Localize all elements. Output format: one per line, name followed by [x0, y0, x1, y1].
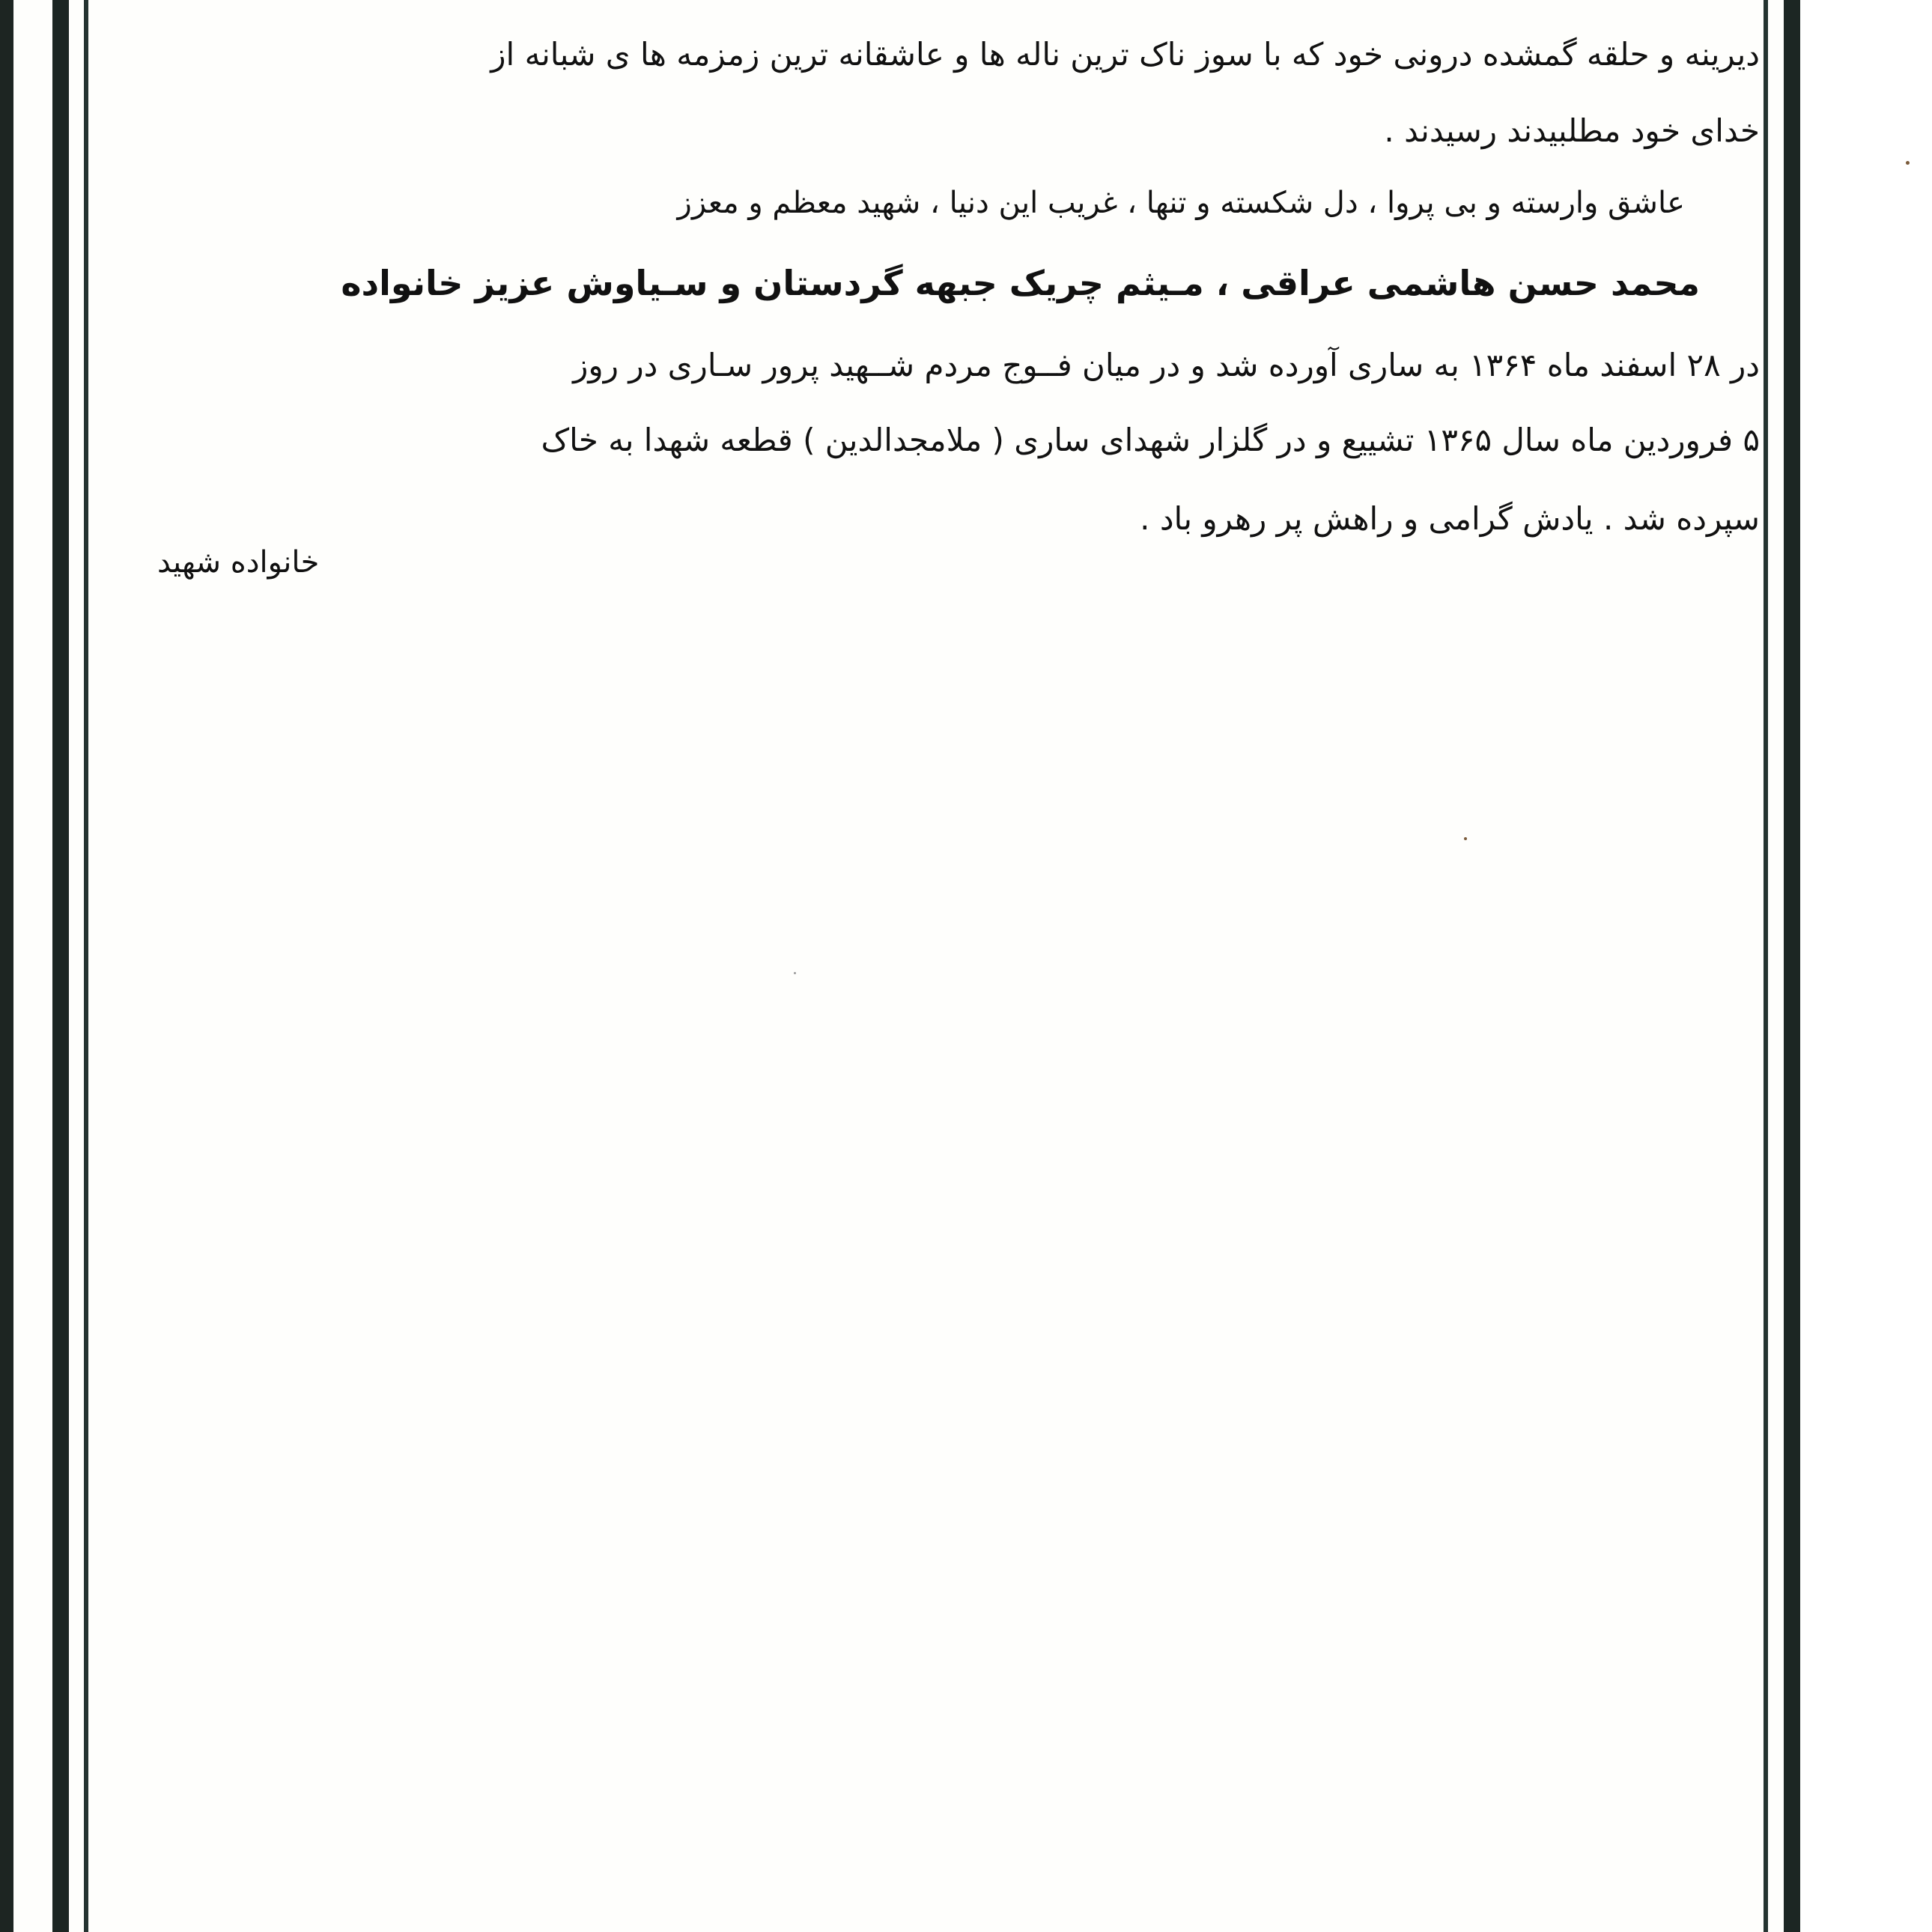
scan-speck	[794, 972, 796, 974]
scan-speck	[1464, 837, 1467, 840]
frame-border-left-outer	[52, 0, 69, 1932]
scan-speck	[1906, 161, 1910, 165]
text-line-2: خدای خود مطلبیدند رسیدند .	[1384, 112, 1760, 149]
text-line-5: در ۲۸ اسفند ماه ۱۳۶۴ به ساری آورده شد و در میان فــوج مردم شــهید پرور سـاری در روز	[573, 347, 1760, 383]
signature: خانواده شهید	[157, 545, 320, 580]
text-line-6: ۵ فروردین ماه سال ۱۳۶۵ تشییع و در گلزار شهدای ساری ( ملامجدالدین ) قطعه شهدا به خاک	[541, 422, 1760, 458]
text-line-3: عاشق وارسته و بی پروا ، دل شکسته و تنها ، غریب این دنیا ، شهید معظم و معزز	[677, 186, 1685, 220]
scan-dark-edge	[0, 0, 13, 1932]
right-margin	[1800, 0, 1932, 1932]
frame-border-left-inner	[84, 0, 88, 1932]
martyr-name-line: محمد حسن هاشمی عراقی ، مـیثم چریک جبهه گردستان و سـیاوش عزیز خانواده	[341, 263, 1700, 303]
text-line-1: دیرینه و حلقه گمشده درونی خود که با سوز ناک ترین ناله ها و عاشقانه ترین زمزمه ها ی شبانه از	[490, 36, 1760, 73]
text-line-7: سپرده شد . یادش گرامی و راهش پر رهرو باد .	[1140, 500, 1760, 537]
frame-border-right-inner	[1764, 0, 1768, 1932]
frame-border-right-outer	[1784, 0, 1800, 1932]
